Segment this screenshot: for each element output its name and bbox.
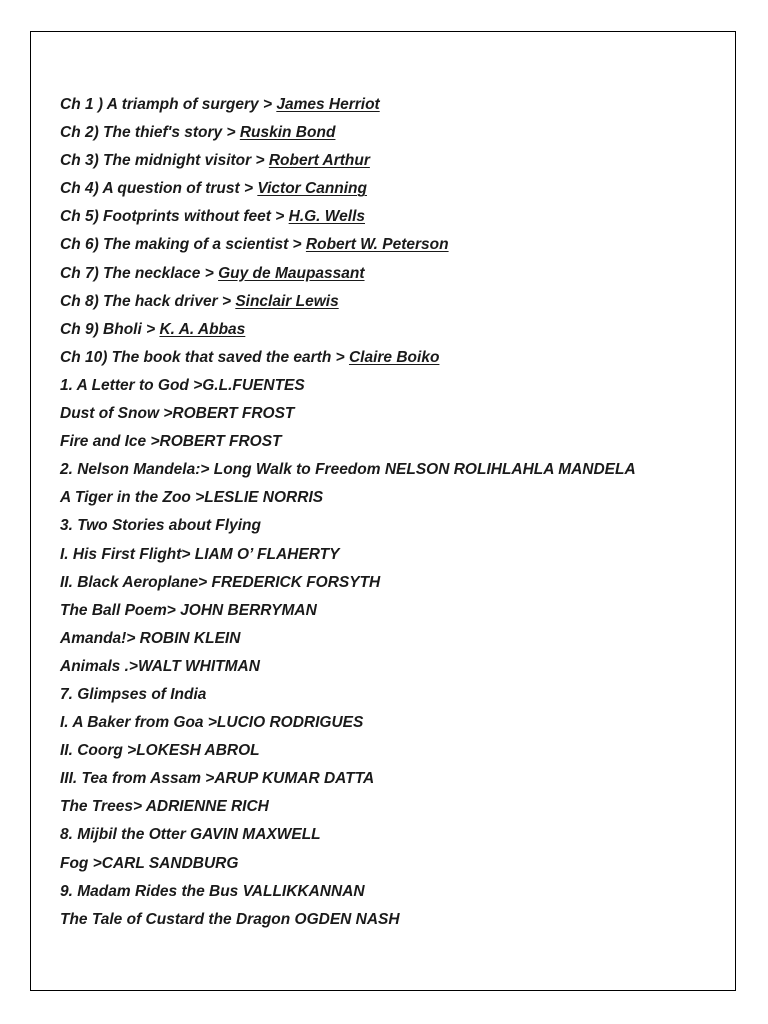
chapter-line xyxy=(60,263,700,291)
chapter-author: H.G. Wells xyxy=(288,208,365,226)
chapter-title: Ch 2) The thief's story > xyxy=(60,124,240,142)
entry-line: 1. A Letter to God >G.L.FUENTES xyxy=(60,376,305,394)
chapter-line xyxy=(60,234,700,262)
chapter-line xyxy=(60,178,700,206)
entry-line: I. A Baker from Goa >LUCIO RODRIGUES xyxy=(60,714,364,732)
entry-line: Amanda!> ROBIN KLEIN xyxy=(60,629,241,647)
chapter-author: Robert W. Peterson xyxy=(305,236,449,254)
chapter-line xyxy=(60,206,700,234)
chapter-author: K. A. Abbas xyxy=(159,320,246,338)
chapter-title: Ch 3) The midnight visitor > xyxy=(60,152,269,170)
chapter-author: Guy de Maupassant xyxy=(218,264,365,282)
entry-line: The Ball Poem> JOHN BERRYMAN xyxy=(60,601,317,619)
entry-line: III. Tea from Assam >ARUP KUMAR DATTA xyxy=(60,770,375,788)
chapter-line xyxy=(60,319,700,347)
chapter-author: Robert Arthur xyxy=(268,152,370,170)
entry-line: Fog >CARL SANDBURG xyxy=(60,854,239,872)
entry-line: 2. Nelson Mandela:> Long Walk to Freedom NELSON ROLIHLAHLA MANDELA xyxy=(60,461,636,479)
chapter-title: Ch 7) The necklace > xyxy=(60,264,219,282)
entry-line: Dust of Snow >ROBERT FROST xyxy=(60,405,295,423)
chapter-author-list xyxy=(60,94,700,937)
chapter-author: Sinclair Lewis xyxy=(235,292,339,310)
entry-line: II. Coorg >LOKESH ABROL xyxy=(60,742,260,760)
entry-line: A Tiger in the Zoo >LESLIE NORRIS xyxy=(60,489,324,507)
chapter-title: Ch 5) Footprints without feet > xyxy=(60,208,289,226)
chapter-title: Ch 10) The book that saved the earth > xyxy=(60,348,349,366)
chapter-title: Ch 4) A question of trust > xyxy=(60,180,258,198)
entry-line: Fire and Ice >ROBERT FROST xyxy=(60,433,282,451)
entry-line: 7. Glimpses of India xyxy=(60,685,207,703)
chapter-line xyxy=(60,150,700,178)
chapter-line xyxy=(60,122,700,150)
entry-line: 9. Madam Rides the Bus VALLIKKANNAN xyxy=(60,882,365,900)
chapter-title: Ch 9) Bholi > xyxy=(60,320,160,338)
chapter-title: Ch 6) The making of a scientist > xyxy=(60,236,306,254)
chapter-author: Ruskin Bond xyxy=(239,124,336,142)
chapter-author: Claire Boiko xyxy=(348,348,440,366)
entry-line: II. Black Aeroplane> FREDERICK FORSYTH xyxy=(60,573,381,591)
chapter-title: Ch 8) The hack driver > xyxy=(60,292,236,310)
chapter-line xyxy=(60,291,700,319)
entry-line: I. His First Flight> LIAM O’ FLAHERTY xyxy=(60,545,340,563)
entry-line: The Trees> ADRIENNE RICH xyxy=(60,798,269,816)
entry-line: 8. Mijbil the Otter GAVIN MAXWELL xyxy=(60,826,321,844)
chapter-title: Ch 1 ) A triamph of surgery > xyxy=(60,96,277,113)
entry-line: The Tale of Custard the Dragon OGDEN NASH xyxy=(60,910,400,928)
chapter-line xyxy=(60,347,700,375)
chapter-author: Victor Canning xyxy=(257,180,367,198)
chapter-line xyxy=(60,94,700,122)
entry-line: Animals .>WALT WHITMAN xyxy=(60,657,260,675)
entry-line: 3. Two Stories about Flying xyxy=(60,517,261,535)
chapter-author: James Herriot xyxy=(276,96,380,113)
